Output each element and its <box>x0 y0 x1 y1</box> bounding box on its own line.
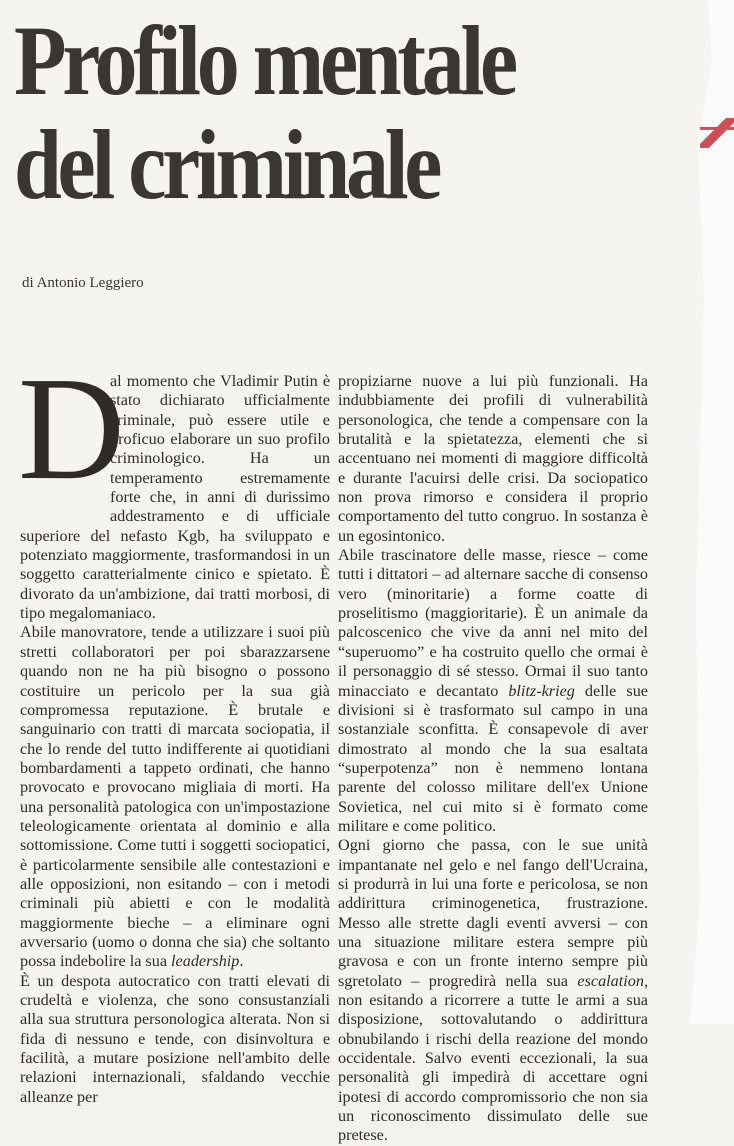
paragraph-5-text-a: Abile trascinatore delle masse, riesce – come tutti i dittatori – ad alternare sacche di consenso vero (minoritarie) a forme coatte di proselitismo (maggioritarie). È un animale da palcoscenico che vive da anni nel mito del “superuomo” e ha costruito quello che ormai è il personaggio di sé stesso. Ormai il suo tanto minacciato e decantato <box>338 546 648 700</box>
paragraph-2 <box>20 623 330 971</box>
column-right <box>338 372 648 1146</box>
paragraph-6 <box>338 836 648 1146</box>
paragraph-5 <box>338 546 648 836</box>
paragraph-2-italic: leadership <box>171 952 240 971</box>
article-headline <box>14 5 616 220</box>
paragraph-5-italic: blitz-krieg <box>508 681 575 700</box>
drop-cap: D <box>18 347 125 511</box>
paragraph-3 <box>20 972 330 1107</box>
paragraph-3-text: È un despota autocratico con tratti elevati di crudeltà e violenza, che sono consustanziali alla sua struttura personologica alterata. Non si fida di nessuno e tende, con disinvoltura e facilità, a mutare posizione nell'ambito delle relazioni internazionali, sfaldando vecchie alleanze per <box>20 971 330 1106</box>
paragraph-4-text: propiziarne nuove a lui più funzionali. Ha indubbiamente dei profili di vulnerabilità personologica, che tende a compensare con la brutalità e la spietatezza, elementi che si accentuano nei momenti di maggiore difficoltà e durante l'acuirsi delle crisi. Da sociopatico non prova rimorso e considera il proprio comportamento del tutto congruo. In sostanza è un egosintonico. <box>338 372 648 545</box>
paragraph-6-text-b: non esitando a ricorrere a tutte le armi a sua disposizione, sottovalutando o addirittura obnubilando i rischi della reazione del mondo occidentale. Salvo eventi eccezionali, la sua personalità gli impedirà di accettare ogni ipotesi di accordo compromissorio che non sia un riconoscimento dissimulato delle sue pretese. <box>338 991 648 1145</box>
paragraph-5-text-b: delle sue divisioni si è trasformato sul campo in una sostanziale sconfitta. È consapevole di aver dimostrato al mondo che la sua esaltata “superpotenza” non è nemmeno lontana parente del colosso militare dell'ex Unione Sovietica, nel cui mito si è formato come militare e come politico. <box>338 681 648 835</box>
paragraph-6-text-a: Ogni giorno che passa, con le sue unità impantanate nel gelo e nel fango dell'Ucraina, si produrrà in lui una forte e pericolosa, se non addirittura criminogenetica, frustrazione. Messo alle strette dagli eventi avversi – con una situazione militare estera sempre più gravosa e con un fronte interno sempre più sgretolato – progredirà nella sua <box>338 836 648 990</box>
paragraph-1-text: al momento che Vladimir Putin è stato dichiarato ufficialmente criminale, può essere utile e proficuo elaborare un suo profilo criminologico. Ha un temperamento estremamente forte che, in anni di durissimo addestramento e di ufficiale superiore del nefasto Kgb, ha sviluppato e potenziato maggiormente, trasformandosi in un soggetto caratterialmente cinico e spietato. È divorato da un'ambizione, dai tratti morbosi, di tipo megalomaniaco. <box>20 372 330 623</box>
paragraph-6-italic: escalation, <box>577 971 648 990</box>
red-print-fragment <box>700 118 734 148</box>
paragraph-2-end: . <box>239 952 244 971</box>
byline: di Antonio Leggiero <box>22 275 144 291</box>
headline-line-2: del criminale <box>14 109 439 220</box>
paragraph-4 <box>338 372 648 546</box>
paragraph-2-text: Abile manovratore, tende a utilizzare i suoi più stretti collaboratori per poi sbarazzarsene quando non ne ha più bisogno o possono costituire un pericolo per la sua già compromessa reputazione. È brutale e sanguinario con tratti di marcata sociopatia, il che lo rende del tutto indifferente ai quotidiani bombardamenti a tappeto ordinati, che hanno provocato e provocano migliaia di morti. Ha una personalità patologica con un'impostazione teleologicamente orientata al dominio e alla sottomissione. Come tutti i soggetti sociopatici, è particolarmente sensibile alle contestazioni e alle opposizioni, non esitando – con i metodi criminali più abietti e con le modalità maggiormente bieche – a eliminare ogni avversario (uomo o donna che sia) che soltanto possa indebolire la sua <box>20 623 330 971</box>
headline-line-1: Profilo mentale <box>14 5 514 116</box>
column-left <box>18 347 330 1107</box>
